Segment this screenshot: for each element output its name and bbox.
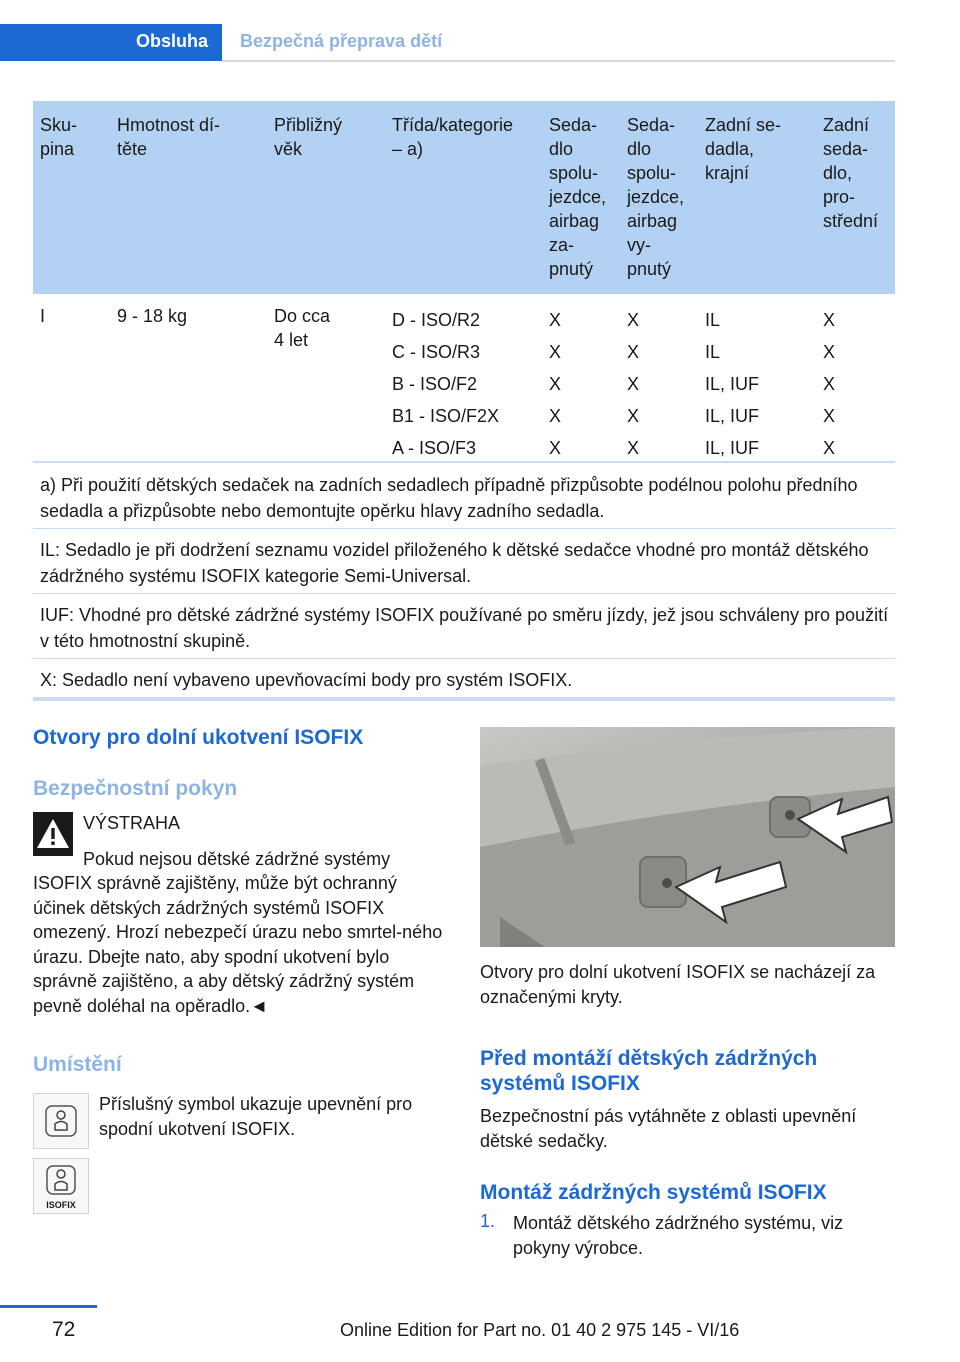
cell-rear-outer: IL (705, 310, 721, 330)
cell-rear-outer: IL, IUF (705, 438, 760, 458)
safety-heading: Bezpečnostní pokyn (33, 777, 238, 800)
th-age: Přibližný věk (274, 115, 343, 159)
cell-airbag-on: X (549, 406, 562, 426)
table-note: IUF: Vhodné pro dětské zádržné systémy ISOFIX používané po směru jízdy, jež jsou schváleny pro použití v této hmotnostní skupině. (33, 594, 895, 659)
cell-group: I (40, 306, 46, 326)
warning-body: ISOFIX správně zajištěny, může být ochranný účinek dětských zádržných systémů ISOFIX omezený. Hrozí nebezpečí úrazu nebo smrtel-ného úrazu. Dbejte nato, aby spodní ukotvení bylo správně zajištěno, a aby dětský zádržný systém pevně doléhal na opěradlo.◄ (33, 873, 443, 1016)
th-passenger-airbag-on: Seda- dlo spolu- jezdce, airbag za- pnutý (549, 115, 607, 279)
isofix-label-icon (33, 1158, 89, 1214)
footer-rule (0, 1305, 97, 1308)
cell-airbag-off: X (627, 342, 640, 362)
cell-class: B1 - ISO/F2X (392, 406, 500, 426)
cell-weight: 9 - 18 kg (117, 306, 188, 326)
before-mount-heading: Před montáží dětských zádržných systémů ISOFIX (480, 1047, 818, 1095)
col-rear-middle (823, 304, 835, 464)
isofix-anchor-photo (480, 727, 895, 947)
cell-airbag-on: X (549, 342, 562, 362)
th-class: Třída/kategorie – a) (392, 115, 514, 159)
section-heading: Otvory pro dolní ukotvení ISOFIX (33, 726, 364, 749)
cell-rear-middle: X (823, 310, 836, 330)
col-rear-outer (705, 304, 759, 464)
position-text: Příslušný symbol ukazuje upevnění pro spodní ukotvení ISOFIX. (99, 1094, 413, 1139)
step-text: Montáž dětského zádržného systému, viz pokyny výrobce. (513, 1213, 844, 1258)
warning-line-1: Pokud nejsou dětské zádržné systémy (83, 849, 391, 869)
cell-airbag-off: X (627, 438, 640, 458)
col-airbag-on (549, 304, 561, 464)
section-tab[interactable] (0, 24, 222, 61)
breadcrumb[interactable]: Bezpečná přeprava dětí (240, 31, 443, 51)
cell-age: Do cca 4 let (274, 306, 331, 350)
warning-title: VÝSTRAHA (83, 813, 181, 833)
cell-rear-outer: IL (705, 342, 721, 362)
cell-airbag-on: X (549, 310, 562, 330)
th-weight: Hmotnost dí- těte (117, 115, 221, 159)
page-number: 72 (52, 1318, 76, 1341)
table-end-rule (33, 697, 895, 701)
table-note: X: Sedadlo není vybaveno upevňovacími body pro systém ISOFIX. (40, 670, 573, 690)
th-rear-middle: Zadní seda- dlo, pro- střední (823, 115, 879, 231)
th-group: Sku- pina (40, 115, 78, 159)
table-body (33, 294, 895, 463)
cell-rear-outer: IL, IUF (705, 374, 760, 394)
th-passenger-airbag-off: Seda- dlo spolu- jezdce, airbag vy- pnutý (627, 115, 685, 279)
cell-class: B - ISO/F2 (392, 374, 478, 394)
th-rear-outer: Zadní se- dadla, krajní (705, 115, 782, 183)
position-heading: Umístění (33, 1053, 122, 1076)
isofix-table (33, 101, 895, 700)
cell-rear-middle: X (823, 406, 836, 426)
table-note: IL: Sedadlo je při dodržení seznamu vozidel přiloženého k dětské sedačce vhodné pro montáž dětského zádržného systému ISOFIX kategorie Semi-Universal. (33, 529, 895, 594)
section-tab-label: Obsluha (135, 31, 208, 51)
cell-class: C - ISO/R3 (392, 342, 481, 362)
before-mount-text: Bezpečnostní pás vytáhněte z oblasti upevnění dětské sedačky. (480, 1106, 857, 1151)
isofix-label: ISOFIX (46, 1200, 76, 1210)
cell-class: D - ISO/R2 (392, 310, 481, 330)
header-divider (222, 60, 895, 62)
table-header (33, 101, 895, 294)
isofix-symbol-icon (33, 1093, 89, 1149)
cell-airbag-on: X (549, 374, 562, 394)
cell-rear-middle: X (823, 438, 836, 458)
cell-airbag-off: X (627, 310, 640, 330)
cell-airbag-on: X (549, 438, 562, 458)
warning-triangle-icon (33, 812, 73, 856)
cell-rear-middle: X (823, 342, 836, 362)
cell-rear-outer: IL, IUF (705, 406, 760, 426)
cell-rear-middle: X (823, 374, 836, 394)
cell-class: A - ISO/F3 (392, 438, 477, 458)
col-airbag-off (627, 304, 639, 464)
cell-airbag-off: X (627, 374, 640, 394)
edition-text: Online Edition for Part no. 01 40 2 975 145 - VI/16 (340, 1320, 740, 1340)
table-note: a) Při použití dětských sedaček na zadních sedadlech případně přizpůsobte podélnou polohu předního sedadla a přizpůsobte nebo demontujte opěrku hlavy zadního sedadla. (33, 463, 895, 529)
col-class (392, 304, 499, 464)
step-number: 1. (480, 1211, 496, 1231)
photo-caption: Otvory pro dolní ukotvení ISOFIX se nacházejí za označenými kryty. (480, 962, 876, 1007)
mount-heading: Montáž zádržných systémů ISOFIX (480, 1181, 827, 1204)
cell-airbag-off: X (627, 406, 640, 426)
